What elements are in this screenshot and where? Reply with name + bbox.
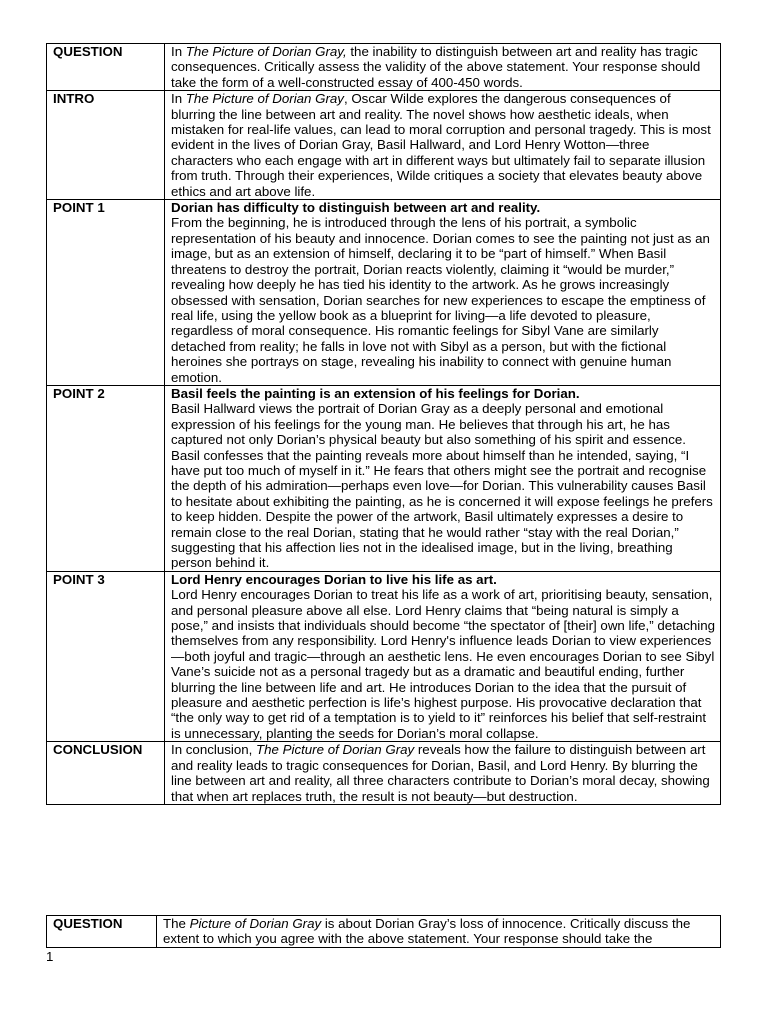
point2-text bbox=[165, 385, 721, 571]
question2-text: The Picture of Dorian Gray is about Dorian Gray’s loss of innocence. Critically discuss the extent to which you agree with the above statement. Your response should take the bbox=[157, 916, 721, 948]
question-text: In The Picture of Dorian Gray, the inability to distinguish between art and reality has tragic consequences. Critically assess the validity of the above statement. Your response should take the form of a well-constructed essay of 400-450 words. bbox=[165, 44, 721, 91]
point3-body: Lord Henry encourages Dorian to treat his life as a work of art, prioritising beauty, sensation, and personal pleasure above all else. Lord Henry claims that “being natural is simply a pose,” and insists that individuals should become “the spectator of [their] own life,” detaching themselves from any responsibility. Lord Henry's influence leads Dorian to view experiences—both joyful and tragic—through an aesthetic lens. He even encourages Dorian to see Sibyl Vane’s suicide not as a personal tragedy but as a dramatic and beautiful ending, further blurring the line between life and art. He introduces Dorian to the idea that the pursuit of pleasure and aesthetic perfection is life’s highest purpose. His provocative declaration that “the only way to get rid of a temptation is to yield to it” reinforces his belief that self-restraint is unnecessary, planting the seeds for Dorian’s moral collapse. bbox=[171, 587, 715, 741]
second-question-table bbox=[46, 915, 721, 948]
novel-title: The Picture of Dorian Gray bbox=[185, 91, 344, 107]
conclusion-row bbox=[47, 742, 721, 805]
intro-row bbox=[47, 91, 721, 200]
point3-label: POINT 3 bbox=[47, 571, 165, 741]
point3-text bbox=[165, 571, 721, 741]
novel-title: Picture of Dorian Gray bbox=[189, 916, 322, 931]
point2-heading: Basil feels the painting is an extension of his feelings for Dorian. bbox=[171, 385, 580, 401]
point2-body: Basil Hallward views the portrait of Dorian Gray as a deeply personal and emotional expression of his feelings for the young man. He believes that through his art, he has captured not only Dorian’s physical beauty but also something of his spirit and essence. Basil confesses that the painting reveals more about himself than he intended, saying, “I have put too much of myself in it.” He fears that others might see the portrait and recognise the depth of his admiration—perhaps even love—for Dorian. This vulnerability causes Basil to hesitate about exhibiting the painting, as he is concerned it will expose feelings he prefers to keep hidden. Despite the power of the artwork, Basil ultimately expresses a desire to remain close to the real Dorian, stating that he would rather “stay with the real Dorian,” suggesting that his affection lies not in the idealised image, but in the living, breathing person behind it. bbox=[171, 401, 713, 571]
novel-title: The Picture of Dorian Gray, bbox=[185, 44, 347, 59]
page-number: 1 bbox=[46, 949, 54, 964]
point1-text bbox=[165, 200, 721, 386]
point1-body: From the beginning, he is introduced through the lens of his portrait, a symbolic representation of his beauty and innocence. Dorian comes to see the painting not just as an image, but as an extension of himself, declaring it to be “part of himself.” When Basil threatens to destroy the portrait, Dorian reacts violently, claiming it “would be murder,” revealing how deeply he has tied his identity to the artwork. As he grows increasingly obsessed with sensation, Dorian searches for new experiences to escape the emptiness of real life, using the yellow book as a blueprint for living—a life devoted to pleasure, regardless of moral consequence. His romantic feelings for Sibyl Vane are similarly detached from reality; he falls in love not with Sibyl as a person, but with the fictional heroines she portrays on stage, revealing his inability to connect with genuine human emotion. bbox=[171, 215, 710, 385]
point1-row bbox=[47, 200, 721, 386]
point2-label: POINT 2 bbox=[47, 385, 165, 571]
intro-label: INTRO bbox=[47, 91, 165, 200]
question2-label: QUESTION bbox=[47, 916, 157, 948]
question2-row bbox=[47, 916, 721, 948]
question-label: QUESTION bbox=[47, 44, 165, 91]
intro-text: In The Picture of Dorian Gray, Oscar Wilde explores the dangerous consequences of blurring the line between art and reality. The novel shows how aesthetic ideals, when mistaken for real-life values, can lead to moral corruption and personal tragedy. This is most evident in the lives of Dorian Gray, Basil Hallward, and Lord Henry Wotton—three characters who each engage with art in different ways but ultimately fail to separate illusion from truth. Through their experiences, Wilde critiques a society that elevates beauty above ethics and art above life. bbox=[165, 91, 721, 200]
point3-heading: Lord Henry encourages Dorian to live his life as art. bbox=[171, 571, 497, 587]
point1-heading: Dorian has difficulty to distinguish between art and reality. bbox=[171, 200, 541, 216]
conclusion-label: CONCLUSION bbox=[47, 742, 165, 805]
novel-title: The Picture of Dorian Gray bbox=[256, 742, 415, 758]
point1-label: POINT 1 bbox=[47, 200, 165, 386]
point3-row bbox=[47, 571, 721, 741]
conclusion-text: In conclusion, The Picture of Dorian Gray reveals how the failure to distinguish between art and reality leads to tragic consequences for Dorian, Basil, and Lord Henry. By blurring the line between art and reality, all three characters contribute to Dorian’s moral decay, showing that when art replaces truth, the result is not beauty—but destruction. bbox=[165, 742, 721, 805]
question-row bbox=[47, 44, 721, 91]
point2-row bbox=[47, 385, 721, 571]
essay-table bbox=[46, 43, 721, 805]
